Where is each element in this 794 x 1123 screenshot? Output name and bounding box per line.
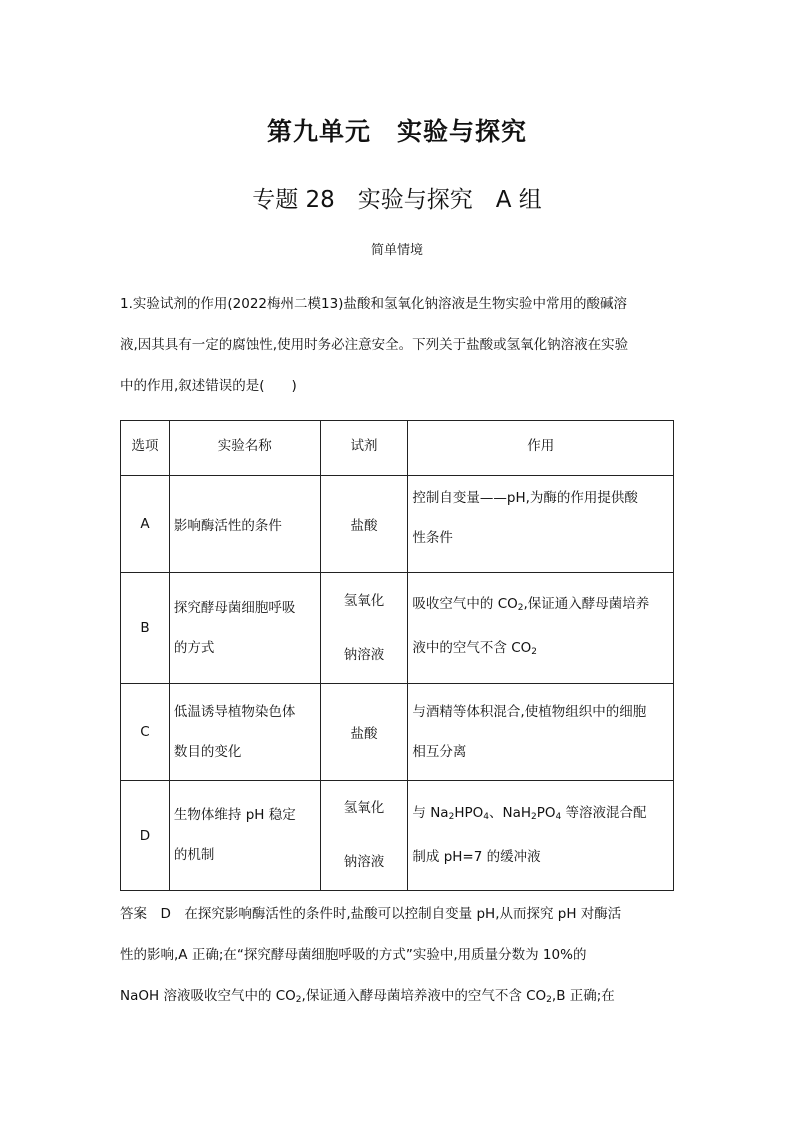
table-header-row [121,421,674,476]
reagent-line: 氢氧化 [343,800,385,816]
experiment-line: 的机制 [173,847,215,863]
option-cell: B [121,573,170,684]
role-cell [408,573,674,684]
role-line [412,594,673,619]
question-line-3: 中的作用,叙述错误的是( ) [120,378,297,394]
role-line: 制成 pH=7 的缓冲液 [412,849,541,865]
experiment-text: 影响酶活性的条件 [173,518,282,534]
table-row [121,573,674,684]
reagent-line: 钠溶液 [343,646,385,663]
subscript: 2 [531,812,537,822]
subscript: 4 [555,812,562,822]
reagent-line: 钠溶液 [343,854,385,870]
table-row [121,684,674,781]
page-subtitle: 专题 28 实验与探究 A 组 [252,187,542,213]
role-line: 控制自变量——pH,为酶的作用提供酸 [412,490,638,506]
section-label: 简单情境 [370,243,423,258]
subscript: 2 [546,995,552,1005]
table-row [121,781,674,891]
question-line-1: 1.实验试剂的作用(2022梅州二模13)盐酸和氢氧化钠溶液是生物实验中常用的酸碱溶 [120,296,627,312]
role-cell [408,684,674,781]
reagent-line: 氢氧化 [343,592,385,609]
role-cell [408,476,674,573]
experiment-line: 探究酵母菌细胞呼吸 [173,599,296,616]
answer-text: NaOH 溶液吸收空气中的 CO [120,988,296,1004]
role-line: 相互分离 [412,743,467,760]
reagent-cell [320,781,408,891]
role-text: 与 Na [412,805,449,821]
table-row [121,476,674,573]
role-text: PO [536,805,556,821]
answer-text: ,保证通入酵母菌培养液中的空气不含 CO [301,988,547,1004]
subscript: 2 [517,602,524,613]
role-text: HPO [454,805,484,821]
role-text: 等溶液混合配 [561,805,647,821]
question-line-2: 液,因其具有一定的腐蚀性,使用时务必注意安全。下列关于盐酸或氢氧化钠溶液在实验 [120,337,629,353]
experiment-cell [169,684,320,781]
role-text: 液中的空气不含 CO [412,639,532,656]
role-cell [408,781,674,891]
option-cell: D [121,781,170,891]
options-table [120,420,674,891]
role-line: 性条件 [412,530,453,546]
experiment-line: 数目的变化 [173,743,242,760]
header-reagent: 试剂 [320,421,408,476]
role-text: ,保证通入酵母菌培养 [523,595,650,612]
experiment-cell [169,476,320,573]
subscript: 2 [295,995,302,1005]
reagent-cell [320,684,408,781]
experiment-line: 的方式 [173,639,215,656]
answer-line-2: 性的影响,A 正确;在“探究酵母菌细胞呼吸的方式”实验中,用质量分数为 10%的 [120,947,587,963]
subscript: 2 [448,812,455,822]
subscript: 4 [483,812,489,822]
experiment-line: 低温诱导植物染色体 [173,703,296,720]
role-text: 、NaH [488,805,531,821]
experiment-line: 生物体维持 pH 稳定 [173,807,296,823]
role-line [412,803,673,828]
reagent-cell [320,476,408,573]
page-title: 第九单元 实验与探究 [266,117,527,146]
header-experiment: 实验名称 [169,421,320,476]
reagent-cell [320,573,408,684]
option-cell: C [121,684,170,781]
option-cell: A [121,476,170,573]
reagent-text: 盐酸 [350,518,378,534]
subscript: 2 [531,646,537,657]
answer-line-3 [120,986,680,1011]
header-role: 作用 [408,421,674,476]
answer-text: ,B 正确;在 [551,988,615,1004]
answer-line-1: 答案 D 在探究影响酶活性的条件时,盐酸可以控制自变量 pH,从而探究 pH 对酶活 [120,906,622,922]
role-line [412,638,673,663]
reagent-text: 盐酸 [350,726,378,742]
experiment-cell [169,573,320,684]
header-option: 选项 [121,421,170,476]
role-text: 吸收空气中的 CO [412,595,518,612]
role-line: 与酒精等体积混合,使植物组织中的细胞 [412,703,647,720]
experiment-cell [169,781,320,891]
